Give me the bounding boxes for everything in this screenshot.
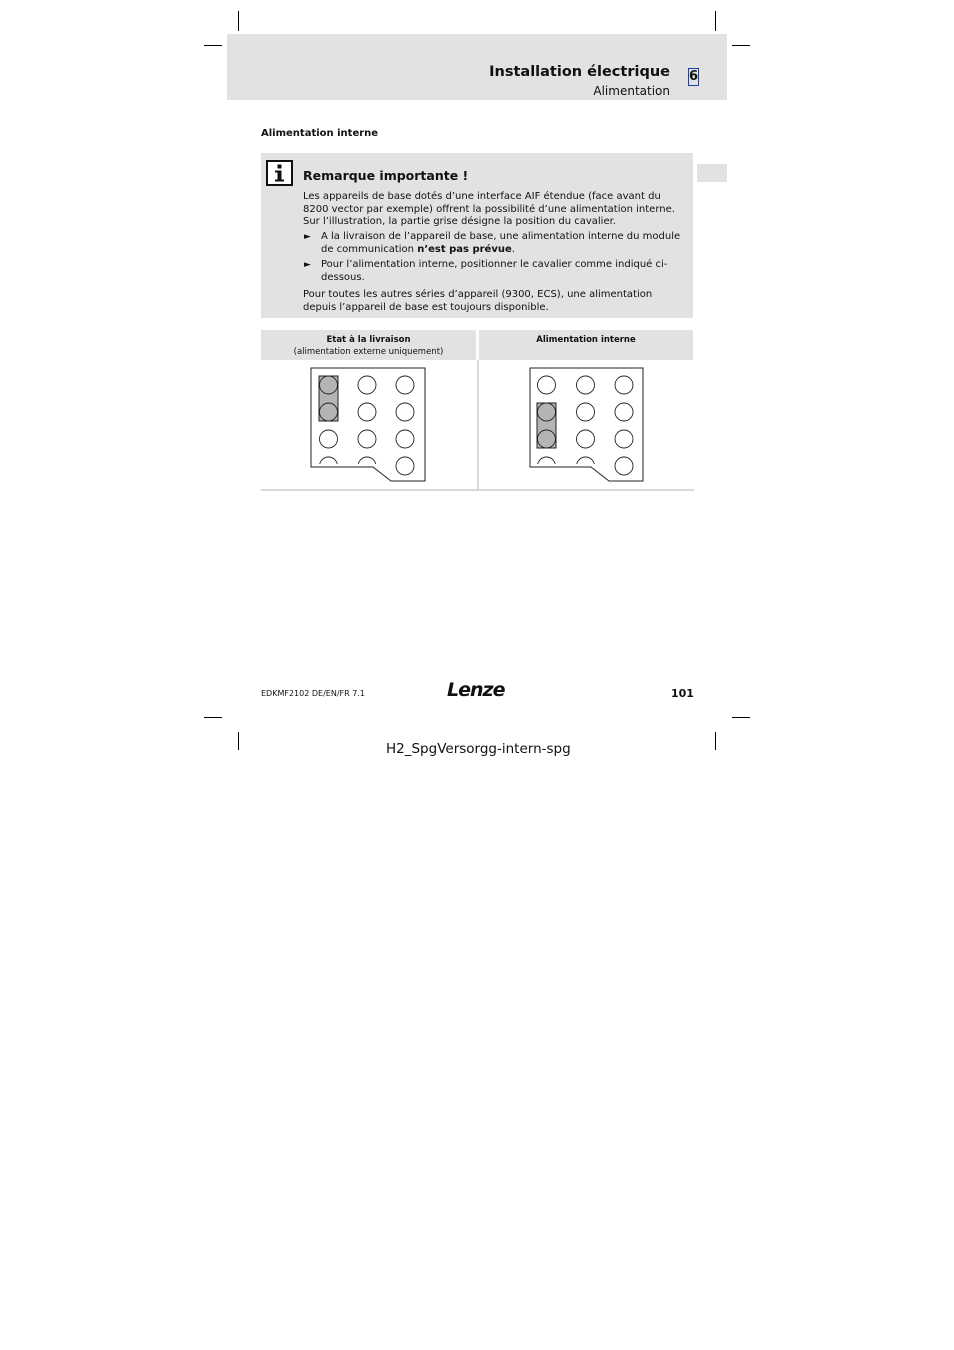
chapter-number: 6 xyxy=(689,69,699,84)
bullet-1-text: A la livraison de l’appareil de base, une alimentation interne du module de communication xyxy=(321,231,681,255)
table-divider xyxy=(477,360,479,490)
crop-mark xyxy=(238,732,239,750)
crop-mark xyxy=(732,717,750,718)
note-bullet-1 xyxy=(321,231,687,256)
crop-mark xyxy=(238,11,239,31)
note-closing: Pour toutes les autres séries d’appareil (9300, ECS), une alimentation depuis l’appareil de base est toujours disponible. xyxy=(303,289,653,313)
crop-mark xyxy=(715,732,716,750)
note-intro: Les appareils de base dotés d’une interface AIF étendue (face avant du 8200 vector par exemple) offrent la possibilité d’une alimentation interne. Sur l’illustration, la partie grise désigne la position du cavalier. xyxy=(303,191,675,227)
table-bottom-rule xyxy=(261,489,694,491)
file-label: H2_SpgVersorgg-intern-spg xyxy=(386,741,571,757)
bullet-icon: ► xyxy=(304,260,311,270)
note-bullet-2: Pour l’alimentation interne, positionner le cavalier comme indiqué ci-dessous. xyxy=(321,259,668,283)
jumper-diagram-delivery xyxy=(305,364,435,488)
table-header-delivery xyxy=(261,330,476,360)
chapter-subtitle: Alimentation xyxy=(593,84,670,98)
col1-title: Etat à la livraison xyxy=(326,335,411,345)
section-heading: Alimentation interne xyxy=(261,128,379,139)
jumper-diagram-internal xyxy=(524,364,654,488)
info-icon xyxy=(266,160,293,186)
note-title: Remarque importante ! xyxy=(303,168,469,183)
footer-doc-code: EDKMF2102 DE/EN/FR 7.1 xyxy=(261,689,365,698)
crop-mark xyxy=(732,45,750,46)
bullet-icon: ► xyxy=(304,232,311,242)
col1-subtitle: (alimentation externe uniquement) xyxy=(293,347,444,357)
side-tab xyxy=(697,164,727,182)
bullet-1-end: . xyxy=(511,243,515,255)
chapter-title: Installation électrique xyxy=(489,64,670,80)
crop-mark xyxy=(204,717,222,718)
col2-title: Alimentation interne xyxy=(536,335,636,345)
page-number: 101 xyxy=(671,687,694,700)
lenze-logo: Lenze xyxy=(447,679,505,701)
crop-mark xyxy=(715,11,716,31)
bullet-1-emphasis: n’est pas prévue xyxy=(417,243,512,255)
crop-mark xyxy=(204,45,222,46)
table-header-internal xyxy=(479,330,693,360)
